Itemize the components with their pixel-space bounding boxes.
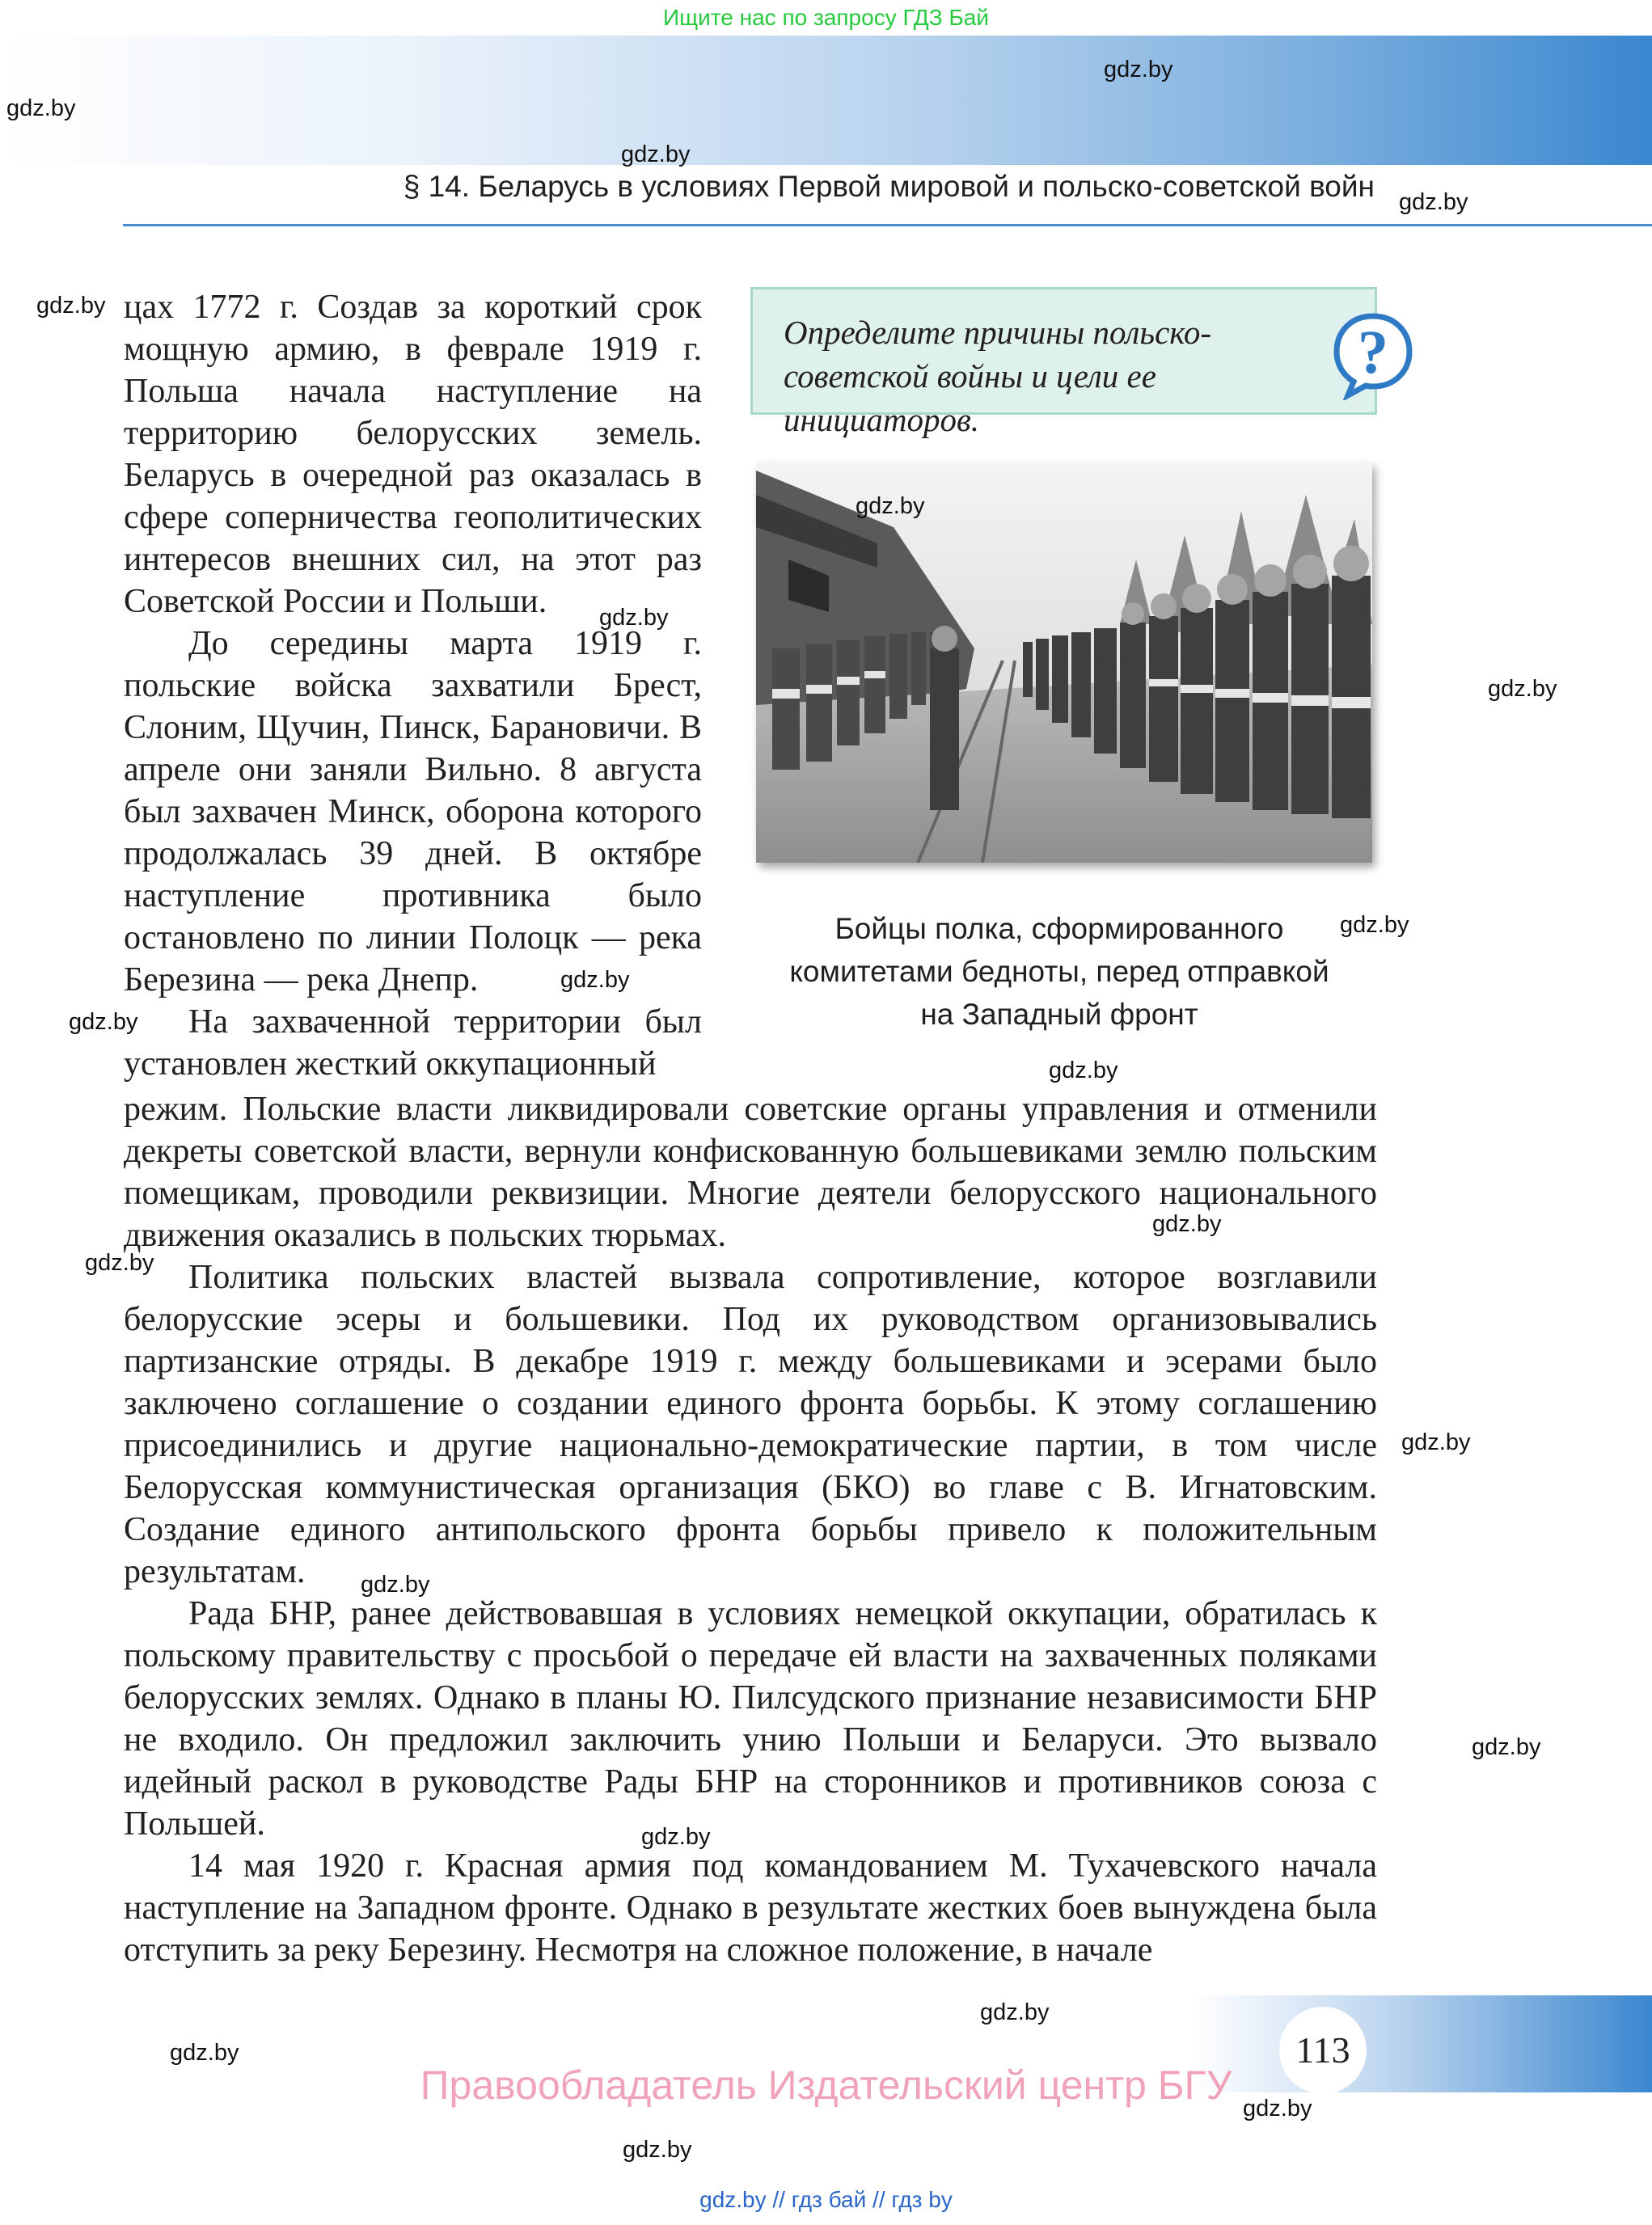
header-band bbox=[0, 36, 1652, 165]
watermark: gdz.by bbox=[1401, 1429, 1471, 1455]
watermark: gdz.by bbox=[980, 1999, 1050, 2025]
watermark: gdz.by bbox=[641, 1824, 711, 1850]
question-text: Определите причины польско-советской войны и цели ее инициаторов. bbox=[784, 314, 1212, 438]
watermark: gdz.by bbox=[621, 141, 691, 167]
watermark: gdz.by bbox=[1340, 912, 1409, 938]
watermark: gdz.by bbox=[1049, 1058, 1118, 1083]
watermark: gdz.by bbox=[6, 95, 76, 121]
watermark: gdz.by bbox=[599, 605, 669, 631]
watermark: gdz.by bbox=[560, 967, 630, 993]
watermark: gdz.by bbox=[85, 1250, 154, 1276]
paragraph: цах 1772 г. Создав за короткий срок мощную армию, в феврале 1919 г. Польша начала наступление на территорию белорусских земель. Беларусь в очередной раз оказалась в сфере соперничества геополитических интересов внешних сил, на этот раз Советской России и Польши. bbox=[124, 289, 702, 620]
paragraph: Рада БНР, ранее действовавшая в условиях немецкой оккупации, обратилась к польскому правительству с просьбой о передаче ей власти на захваченных поляками белорусских землях. Однако в планы Ю. Пилсудского признание независимости БНР не входило. Он предложил заключить унию Польши и Беларуси. Это вызвало идейный раскол в руководстве Рады БНР на сторонников и противников союза с Польшей. bbox=[124, 1595, 1377, 1843]
watermark: gdz.by bbox=[1243, 2096, 1312, 2122]
body-column bbox=[124, 286, 702, 1085]
watermark: gdz.by bbox=[856, 493, 925, 519]
page-number: 113 bbox=[1279, 2007, 1367, 2094]
rights-holder: Правообладатель Издательский центр БГУ bbox=[420, 2062, 1232, 2108]
paragraph: 14 мая 1920 г. Красная армия под командованием М. Тухачевского начала наступление на Западном фронте. Однако в результате жестких боев вынуждена была отступить за реку Березину. Несмотря на сложное положение, в начале bbox=[124, 1847, 1377, 1969]
question-box bbox=[750, 287, 1377, 438]
question-mark-icon bbox=[1330, 311, 1416, 400]
paragraph: До середины марта 1919 г. польские войска захватили Брест, Слоним, Щучин, Пинск, Барановичи. В апреле они заняли Вильно. 8 августа был захвачен Минск, оборона которого продолжалась 39 дней. В октябре наступление противника было остановлено по линии Полоцк — река Березина — река Днепр. bbox=[124, 625, 702, 999]
watermark: gdz.by bbox=[36, 293, 106, 319]
paragraph: Политика польских властей вызвала сопротивление, которое возглавили белорусские эсеры и большевики. Под их руководством организовывались партизанские отряды. В декабре 1919 г. между большевиками и эсерами было заключено соглашение о создании единого фронта борьбы. К этому соглашению присоединились и другие национально-демократические партии, в том числе Белорусская коммунистическая организация (БКО) во главе с В. Игнатовским. Создание единого антипольского фронта борьбы привело к положительным результатам. bbox=[124, 1259, 1377, 1590]
watermark: gdz.by bbox=[361, 1572, 430, 1598]
paragraph: режим. Польские власти ликвидировали советские органы управления и отменили декреты советской власти, вернули конфискованную большевиками землю польским помещикам, проводили реквизиции. Многие деятели белорусского национального движения оказались в польских тюрьмах. bbox=[124, 1091, 1377, 1254]
photo-caption: Бойцы полка, сформированного комитетами бедноты, перед отправкой на Западный фронт bbox=[789, 912, 1329, 1031]
watermark: gdz.by bbox=[1399, 189, 1468, 215]
watermark: gdz.by bbox=[1104, 57, 1173, 82]
section-title: § 14. Беларусь в условиях Первой мировой и польско-советской войн bbox=[403, 170, 1375, 203]
watermark: gdz.by bbox=[1472, 1734, 1541, 1760]
header-rule bbox=[123, 224, 1652, 226]
svg-text:?: ? bbox=[1358, 319, 1388, 386]
paragraph: На захваченной территории был установлен жесткий оккупационный bbox=[124, 1003, 702, 1083]
watermark: gdz.by bbox=[69, 1009, 138, 1035]
historical-photo bbox=[756, 462, 1372, 863]
watermark: gdz.by bbox=[1152, 1211, 1222, 1237]
watermark: gdz.by bbox=[1488, 676, 1557, 702]
watermark: gdz.by bbox=[623, 2137, 692, 2163]
bottom-links[interactable]: gdz.by // гдз бай // гдз by bbox=[699, 2187, 953, 2212]
top-banner[interactable]: Ищите нас по запросу ГДЗ Бай bbox=[662, 5, 990, 30]
watermark: gdz.by bbox=[170, 2040, 239, 2066]
